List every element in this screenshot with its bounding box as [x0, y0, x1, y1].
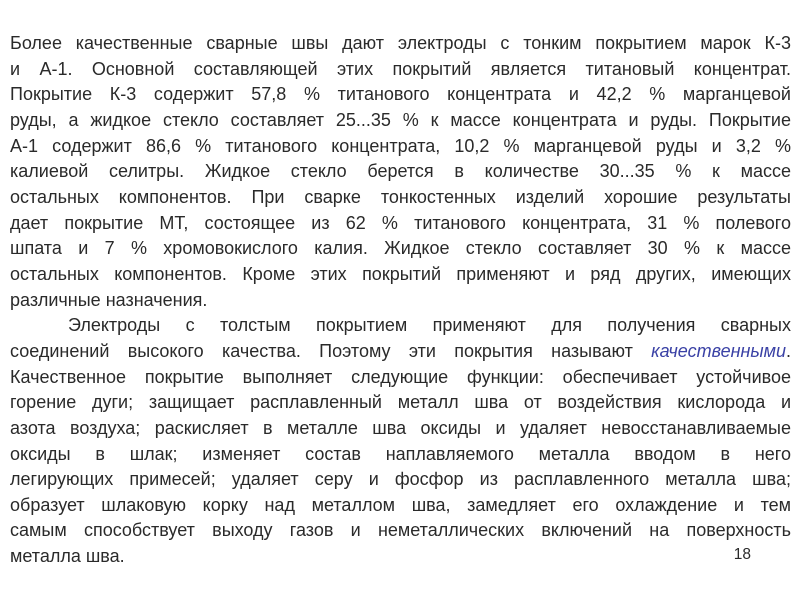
text-line: калиевой селитры. Жидкое стекло берется в количестве 30...35 % к массе [10, 161, 791, 182]
text-line: Электроды с толстым покрытием применяют для получения сварных [68, 315, 791, 336]
text-line: легирующих примесей; удаляет серу и фосфор из расплавленного металла шва; [10, 469, 791, 490]
text-line: оксиды в шлак; изменяет состав наплавляемого металла вводом в него [10, 443, 791, 464]
text-line: А-1 содержит 86,6 % титанового концентрата, 10,2 % марганцевой руды и 3,2 % [10, 135, 791, 156]
text-line: самым способствует выходу газов и неметаллических включений на поверхность [10, 520, 791, 541]
text-line [10, 339, 791, 365]
text-segment: соединений высокого качества. Поэтому эти покрытия называют [10, 340, 652, 361]
text-line: остальных компонентов. При сварке тонкостенных изделий хорошие результаты [10, 186, 791, 207]
page-number: 18 [733, 546, 751, 563]
text-line: руды, а жидкое стекло составляет 25...35 % к массе концентрата и руды. Покрытие [10, 109, 791, 130]
text-line: Качественное покрытие выполняет следующие функции: обеспечивает устойчивое [10, 366, 791, 387]
text-line: остальных компонентов. Кроме этих покрытий применяют и ряд других, имеющих [10, 263, 791, 284]
link-kachestvennymi[interactable]: качественными [651, 340, 786, 361]
text-line: горение дуги; защищает расплавленный металл шва от воздействия кислорода и [10, 392, 791, 413]
text-line: различные назначения. [10, 289, 208, 310]
text-line: азота воздуха; раскисляет в металле шва оксиды и удаляет невосстанавливаемые [10, 417, 791, 438]
text-line: металла шва. [10, 546, 125, 567]
text-line: и А-1. Основной составляющей этих покрытий является титановый концентрат. [10, 58, 791, 79]
text-segment: . [785, 340, 791, 361]
text-line: дает покрытие МТ, состоящее из 62 % титанового концентрата, 31 % полевого [10, 212, 791, 233]
text-line: образует шлаковую корку над металлом шва, замедляет его охлаждение и тем [10, 494, 791, 515]
text-line: шпата и 7 % хромовокислого калия. Жидкое стекло составляет 30 % к массе [10, 238, 791, 259]
text-line: Более качественные сварные швы дают электроды с тонким покрытием марок К-3 [10, 33, 791, 53]
text-block [10, 31, 791, 570]
thin-coating-paragraph [10, 31, 791, 313]
thick-coating-paragraph [10, 313, 791, 570]
text-line: Покрытие К-3 содержит 57,8 % титанового концентрата и 42,2 % марганцевой [10, 84, 791, 105]
